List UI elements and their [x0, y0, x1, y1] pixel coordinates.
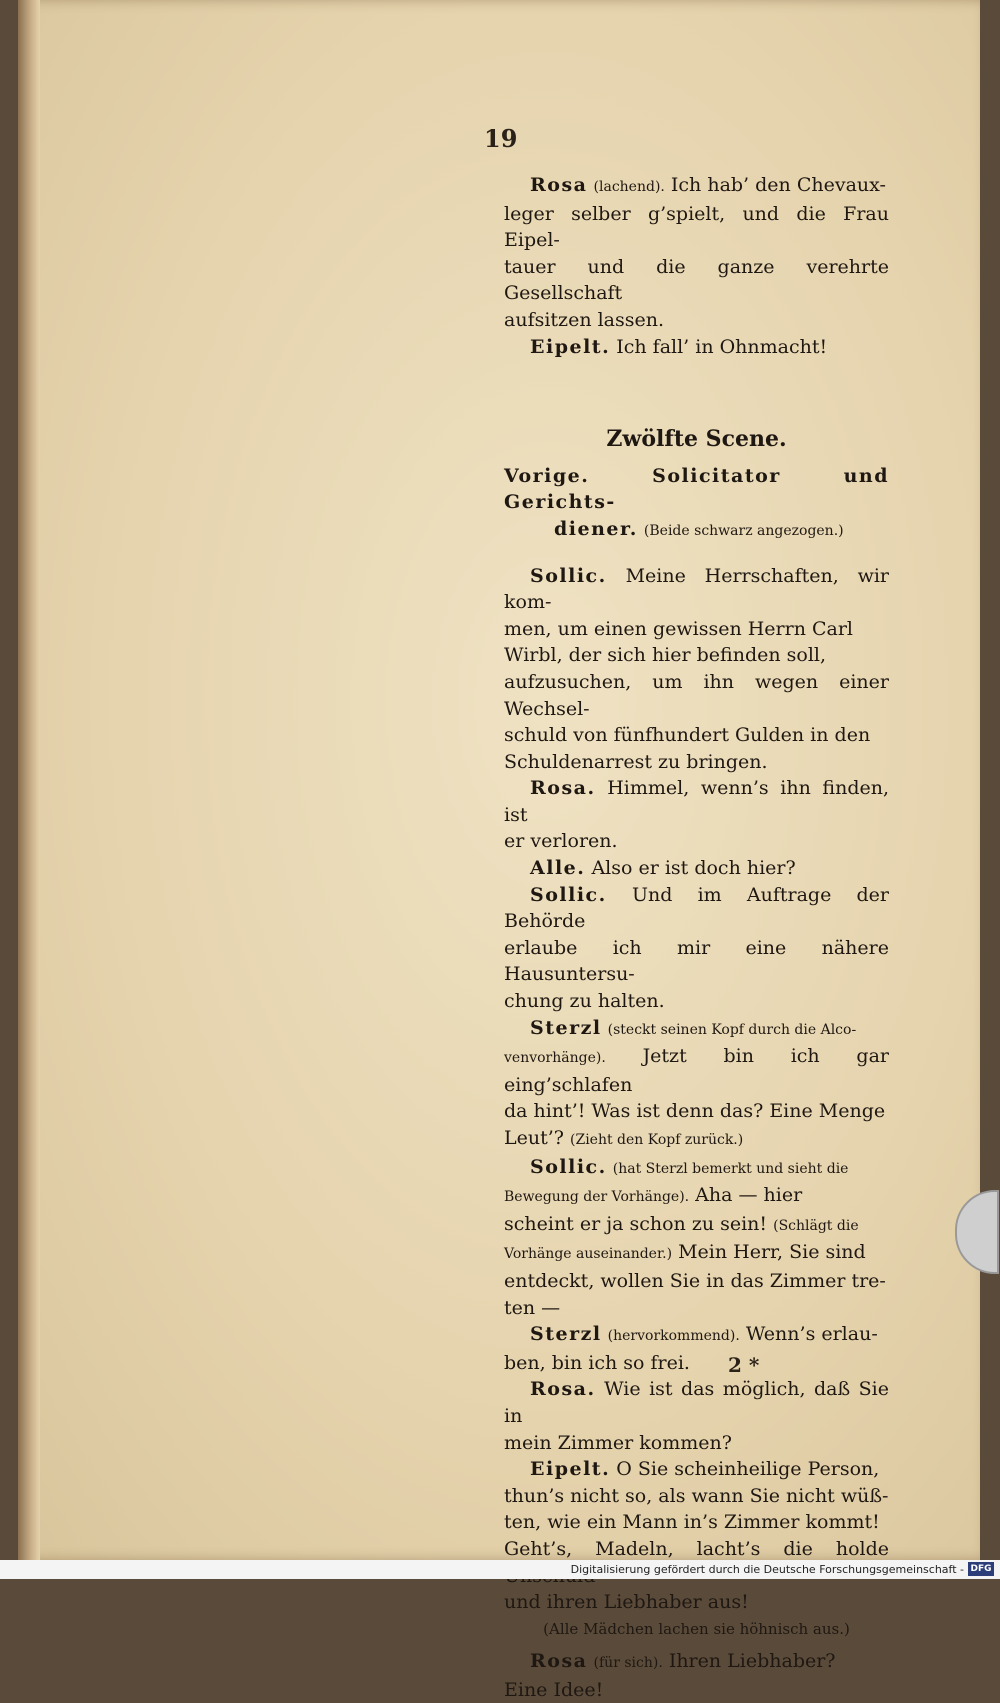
- line: Und im Auftrage der Behörde: [504, 883, 890, 933]
- book-spine: [18, 0, 40, 1560]
- stage-direction: (lachend).: [593, 179, 665, 195]
- line: Wenn’s erlau-: [745, 1323, 878, 1346]
- speaker: Rosa: [530, 1650, 588, 1673]
- speaker: Alle.: [530, 857, 586, 880]
- line: mein Zimmer kommen?: [504, 1431, 732, 1454]
- line: Mein Herr, Sie sind: [678, 1241, 866, 1264]
- stage-direction: (hat Sterzl bemerkt und sieht die: [612, 1160, 849, 1177]
- speaker: Eipelt.: [530, 335, 611, 358]
- cast-line: Vorige. Solicitator und Gerichts-: [504, 464, 889, 514]
- signature-mark: 2 *: [728, 1353, 760, 1377]
- stage-direction: Vorhänge auseinander.): [504, 1246, 673, 1263]
- scene-heading: Zwölfte Scene.: [606, 426, 787, 453]
- line: tauer und die ganze verehrte Gesellschaft: [504, 255, 889, 305]
- line: aufsitzen lassen.: [504, 308, 665, 331]
- stage-direction: (Zieht den Kopf zurück.): [570, 1132, 744, 1148]
- line: ten —: [504, 1296, 561, 1319]
- speaker: Rosa.: [530, 1378, 596, 1401]
- line: Schuldenarrest zu bringen.: [504, 750, 768, 773]
- speaker: Eipelt.: [530, 1458, 611, 1481]
- line: Leut’?: [504, 1127, 564, 1149]
- page-number: 19: [484, 124, 518, 153]
- cast-line: diener.: [554, 517, 638, 540]
- line: O Sie scheinheilige Person,: [616, 1458, 880, 1481]
- line: Meine Herrschaften, wir kom-: [504, 564, 889, 614]
- line: und ihren Liebhaber aus!: [504, 1591, 749, 1614]
- line: thun’s nicht so, als wann Sie nicht wüß-: [504, 1484, 889, 1507]
- line: men, um einen gewissen Herrn Carl: [504, 617, 853, 640]
- speaker: Rosa.: [530, 777, 596, 800]
- line: da hint’! Was ist denn das? Eine Menge: [504, 1100, 886, 1123]
- line: entdeckt, wollen Sie in das Zimmer tre-: [504, 1269, 886, 1292]
- line: Geht’s, Madeln, lacht’s die holde: [504, 1537, 889, 1560]
- line: er verloren.: [504, 830, 618, 853]
- line: Ihren Liebhaber?: [668, 1650, 836, 1673]
- stage-direction: (Beide schwarz angezogen.): [643, 522, 844, 539]
- line: aufzusuchen, um ihn wegen einer Wechsel-: [504, 670, 889, 720]
- main-text: [504, 172, 889, 1703]
- stage-direction: Bewegung der Vorhänge).: [504, 1189, 690, 1206]
- line: Jetzt bin ich gar eing’schlafen: [504, 1045, 890, 1096]
- line: erlaube ich mir eine nähere Hausuntersu-: [504, 936, 889, 986]
- line: Ich hab’ den Chevaux-: [670, 174, 886, 196]
- line: Wie ist das möglich, daß Sie in: [504, 1378, 889, 1427]
- footer-text: Digitalisierung gefördert durch die Deutsche Forschungsgemeinschaft -: [570, 1563, 964, 1576]
- stage-direction: (hervorkommend).: [607, 1328, 740, 1345]
- line: schuld von fünfhundert Gulden in den: [504, 724, 871, 747]
- line: scheint er ja schon zu sein!: [504, 1212, 768, 1235]
- speaker: Sollic.: [530, 883, 607, 906]
- dfg-logo: DFG: [968, 1562, 994, 1576]
- stage-direction: (Alle Mädchen lachen sie höhnisch aus.): [543, 1619, 850, 1638]
- stage-direction: venvorhänge).: [504, 1050, 606, 1067]
- stage-direction: (steckt seinen Kopf durch die Alco-: [607, 1021, 857, 1038]
- bleed-through-text: [113, 165, 493, 1355]
- line: Also er ist doch hier?: [591, 857, 796, 880]
- line: Aha — hier: [695, 1184, 803, 1207]
- line: leger selber g’spielt, und die Frau Eipel-: [504, 202, 889, 252]
- line: chung zu halten.: [504, 990, 665, 1013]
- speaker: Sterzl: [530, 1016, 602, 1039]
- line: Eine Idee!: [504, 1678, 604, 1701]
- speaker: Rosa: [530, 174, 588, 196]
- speaker: Sollic.: [530, 1155, 607, 1178]
- stage-direction: (Schlägt die: [773, 1217, 859, 1234]
- line: ben, bin ich so frei.: [504, 1351, 690, 1374]
- line: Wirbl, der sich hier befinden soll,: [504, 644, 827, 667]
- footer-bar: [0, 1560, 1000, 1579]
- speaker: Sollic.: [530, 564, 607, 587]
- speaker: Sterzl: [530, 1323, 602, 1346]
- stage-direction: (für sich).: [593, 1655, 663, 1672]
- line: ten, wie ein Mann in’s Zimmer kommt!: [504, 1511, 880, 1534]
- line: Himmel, wenn’s ihn finden, ist: [504, 777, 890, 826]
- line: Ich fall’ in Ohnmacht!: [616, 335, 828, 358]
